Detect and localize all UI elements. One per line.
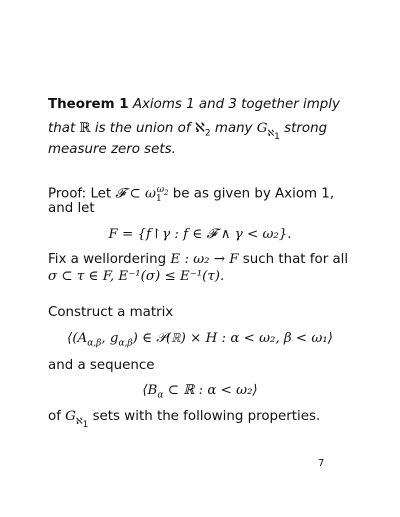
matrix-sub-2: α,β [118, 338, 133, 349]
theorem-line-1 [48, 96, 340, 114]
proof-math-3: E : ω₂ → F [170, 252, 239, 267]
construct-text-3a: of [48, 409, 66, 424]
matrix-expression [0, 331, 400, 349]
proof-math-1-sub: 1 [155, 194, 162, 205]
aleph-subscript: 2 [204, 128, 211, 139]
construct-line-1: Construct a matrix [48, 305, 174, 320]
aleph-symbol: ℵ [194, 121, 205, 136]
construct-line-3 [48, 408, 320, 433]
theorem-text-2c: many [210, 121, 257, 136]
theorem-text-2d: strong [279, 121, 328, 136]
theorem-label: Theorem 1 [48, 97, 129, 112]
proof-text-3b: such that for all [238, 252, 349, 267]
g-subscript-index: 1 [274, 131, 280, 142]
page-number: 7 [318, 458, 325, 469]
proof-text-3a: Fix a wellordering [48, 252, 171, 267]
g-delta-symbol-2: G [65, 409, 76, 424]
proof-math-1-sup: ω [156, 185, 165, 195]
theorem-text-2b: is the union of [90, 121, 195, 136]
proof-math-1-supsub: 2 [164, 188, 169, 197]
proof-text-1a: Proof: Let [48, 186, 116, 202]
proof-line-4: σ ⊂ τ ∈ F, E⁻¹(σ) ≤ E⁻¹(τ). [48, 269, 225, 284]
sequence-end: ⊂ ℝ : α < ω₂⟩ [163, 383, 258, 398]
matrix-start: ⟨(A [67, 331, 88, 346]
proof-line-2: and let [48, 201, 95, 216]
g2-subscript-aleph: ℵ [75, 416, 83, 427]
construct-text-3b: sets with the following properties. [88, 409, 321, 424]
sequence-start: ⟨B [142, 383, 158, 398]
sequence-expression [0, 383, 400, 401]
theorem-text-1: Axioms 1 and 3 together imply [132, 97, 340, 112]
theorem-text-2a: that [48, 121, 80, 136]
theorem-line-3: measure zero sets. [48, 142, 176, 157]
proof-math-1: 𝓕 ⊂ ω [115, 186, 156, 202]
equation-F: F = {f↾γ : f ∈ 𝓕 ∧ γ < ω₂}. [108, 227, 292, 242]
g-subscript-aleph: ℵ [267, 128, 275, 139]
g2-subscript-index: 1 [82, 419, 89, 430]
reals-symbol: ℝ [79, 121, 91, 136]
sequence-sub: α [157, 390, 164, 401]
g-delta-symbol: G [256, 121, 268, 136]
matrix-mid: , g [101, 331, 119, 346]
proof-line-3 [48, 251, 348, 269]
matrix-sub-1: α,β [87, 338, 102, 349]
matrix-end: ) ∈ 𝒫(ℝ) × H : α < ω₂, β < ω₁⟩ [132, 331, 333, 346]
construct-line-2: and a sequence [48, 358, 155, 373]
proof-text-1b: be as given by Axiom 1, [168, 186, 335, 202]
